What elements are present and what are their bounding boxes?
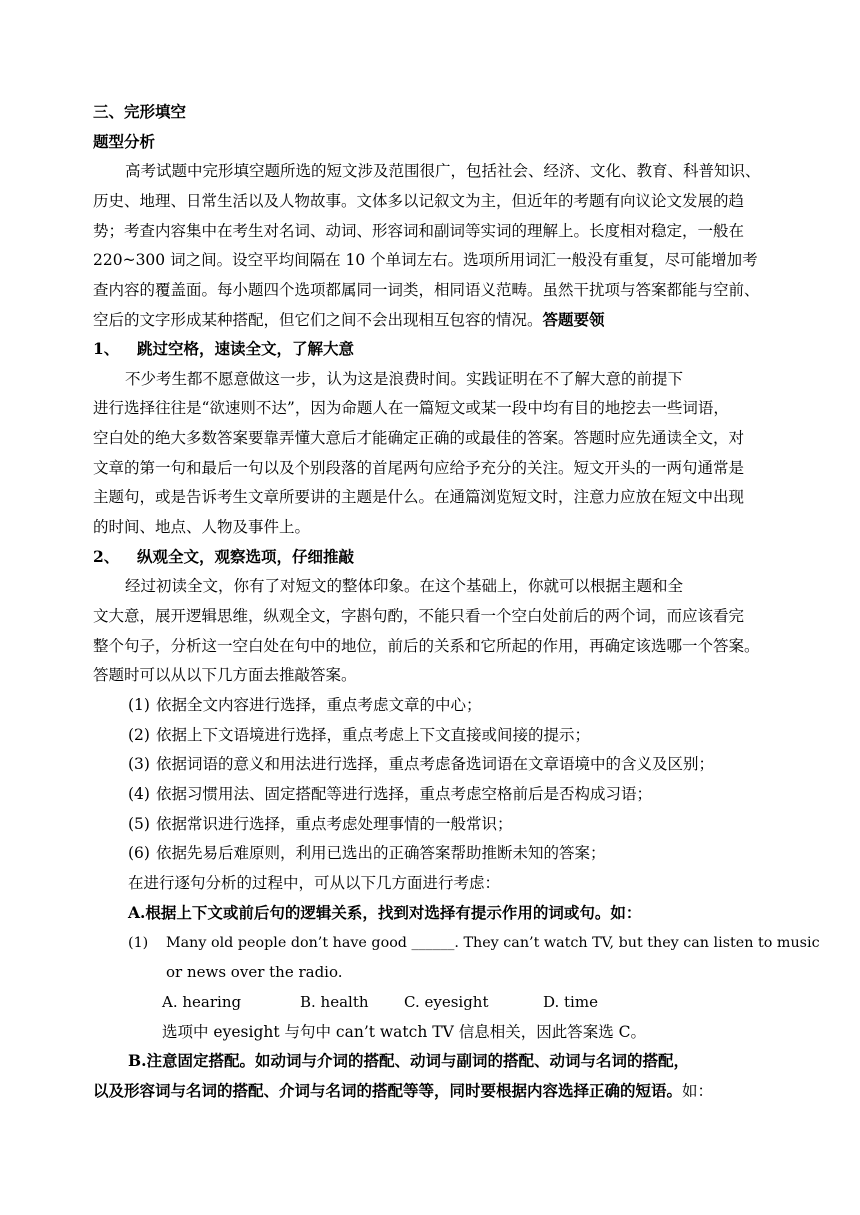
point1-line: 空白处的绝大多数答案要靠弄懂大意后才能确定正确的或最佳的答案。答题时应先通读全文，对 (93, 429, 745, 447)
list-item (128, 725, 590, 745)
part-b-line2 (93, 1081, 713, 1101)
list-item-text: 依据先易后难原则，利用已选出的正确答案帮助推断未知的答案； (156, 844, 606, 862)
list-item-number: (6) (128, 844, 150, 862)
analysis-line: 查内容的覆盖面。每小题四个选项都属同一词类，相同语义范畴。虽然干扰项与答案都能与空前、 (93, 281, 760, 299)
point2-heading-row (93, 547, 354, 567)
list-item-text: 依据全文内容进行选择，重点考虑文章的中心； (156, 696, 482, 714)
analysis-line: 220~300 词之间。设空平均间隔在 10 个单词左右。选项所用词汇一般没有重复，尽可能增加考 (93, 251, 758, 269)
analysis-heading: 题型分析 (93, 132, 156, 151)
point1-heading: 跳过空格，速读全文，了解大意 (137, 339, 355, 358)
list-item (128, 754, 714, 774)
point1-line: 不少考生都不愿意做这一步，认为这是浪费时间。实践证明在不了解大意的前提下 (125, 370, 684, 388)
point1-line: 的时间、地点、人物及事件上。 (93, 518, 311, 536)
option-a: A. hearing (162, 993, 242, 1011)
example-number: (1) (128, 935, 149, 951)
analysis-last-line: 空后的文字形成某种搭配，但它们之间不会出现相互包容的情况。 (93, 311, 543, 329)
analysis-line: 历史、地理、日常生活以及人物故事。文体多以记叙文为主，但近年的考题有向议论文发展的趋 (93, 192, 745, 210)
part-a-heading: A.根据上下文或前后句的逻辑关系，找到对选择有提示作用的词或句。如： (128, 903, 642, 922)
list-item-number: (4) (128, 785, 150, 803)
point2-number: 2、 (93, 547, 120, 566)
list-item-number: (1) (128, 696, 150, 714)
point2-heading: 纵观全文，观察选项，仔细推敲 (137, 547, 355, 566)
option-d: D. time (543, 993, 598, 1011)
list-item (128, 814, 513, 834)
list-item-number: (5) (128, 815, 150, 833)
list-item-number: (2) (128, 726, 150, 744)
options-row (162, 992, 598, 1012)
example-sentence: Many old people don’t have good ______. They can’t watch TV, but they can listen to music (166, 935, 820, 951)
example-sentence-cont: or news over the radio. (166, 963, 343, 981)
answer-heading: 答题要领 (542, 310, 605, 329)
point2-line: 经过初读全文，你有了对短文的整体印象。在这个基础上，你就可以根据主题和全 (125, 577, 684, 595)
analysis-line: 势；考查内容集中在考生对名词、动词、形容词和副词等实词的理解上。长度相对稳定，一般在 (93, 222, 745, 240)
list-item (128, 784, 652, 804)
point1-line: 主题句，或是告诉考生文章所要讲的主题是什么。在通篇浏览短文时，注意力应放在短文中出现 (93, 488, 745, 506)
analysis-line: 高考试题中完形填空题所选的短文涉及范围很广，包括社会、经济、文化、教育、科普知识、 (125, 162, 761, 180)
list-item (128, 695, 482, 715)
point1-heading-row (93, 339, 354, 359)
point2-line: 文大意，展开逻辑思维，纵观全文，字斟句酌，不能只看一个空白处前后的两个词，而应该看完 (93, 607, 745, 625)
list-item-text: 依据习惯用法、固定搭配等进行选择，重点考虑空格前后是否构成习语； (156, 785, 653, 803)
list-item-text: 依据词语的意义和用法进行选择，重点考虑备选词语在文章语境中的含义及区别； (156, 755, 715, 773)
point1-line: 文章的第一句和最后一句以及个别段落的首尾两句应给予充分的关注。短文开头的一两句通常是 (93, 459, 745, 477)
sentence-intro: 在进行逐句分析的过程中，可从以下几方面进行考虑： (128, 874, 501, 892)
example-row (128, 933, 820, 953)
part-b-heading: B.注意固定搭配。如动词与介词的搭配、动词与副词的搭配、动词与名词的搭配， (128, 1051, 689, 1070)
point2-line: 答题时可以从以下几方面去推敲答案。 (93, 666, 357, 684)
example-explanation: 选项中 eyesight 与句中 can’t watch TV 信息相关，因此答案选 C。 (162, 1023, 646, 1041)
point1-number: 1、 (93, 339, 120, 358)
list-item-number: (3) (128, 755, 150, 773)
part-b-line2-bold: 以及形容词与名词的搭配、介词与名词的搭配等等，同时要根据内容选择正确的短语。 (93, 1081, 683, 1100)
analysis-line (93, 310, 605, 330)
list-item-text: 依据常识进行选择，重点考虑处理事情的一般常识； (156, 815, 513, 833)
option-b: B. health (300, 993, 369, 1011)
part-b-line2-tail: 如： (682, 1082, 714, 1100)
section-title: 三、完形填空 (93, 102, 187, 121)
point2-line: 整个句子，分析这一空白处在句中的地位，前后的关系和它所起的作用，再确定该选哪一个答案。 (93, 637, 760, 655)
option-c: C. eyesight (404, 993, 489, 1011)
point1-line: 进行选择往往是“欲速则不达”，因为命题人在一篇短文或某一段中均有目的地挖去一些词语， (93, 399, 729, 417)
list-item (128, 843, 606, 863)
list-item-text: 依据上下文语境进行选择，重点考虑上下文直接或间接的提示； (156, 726, 591, 744)
